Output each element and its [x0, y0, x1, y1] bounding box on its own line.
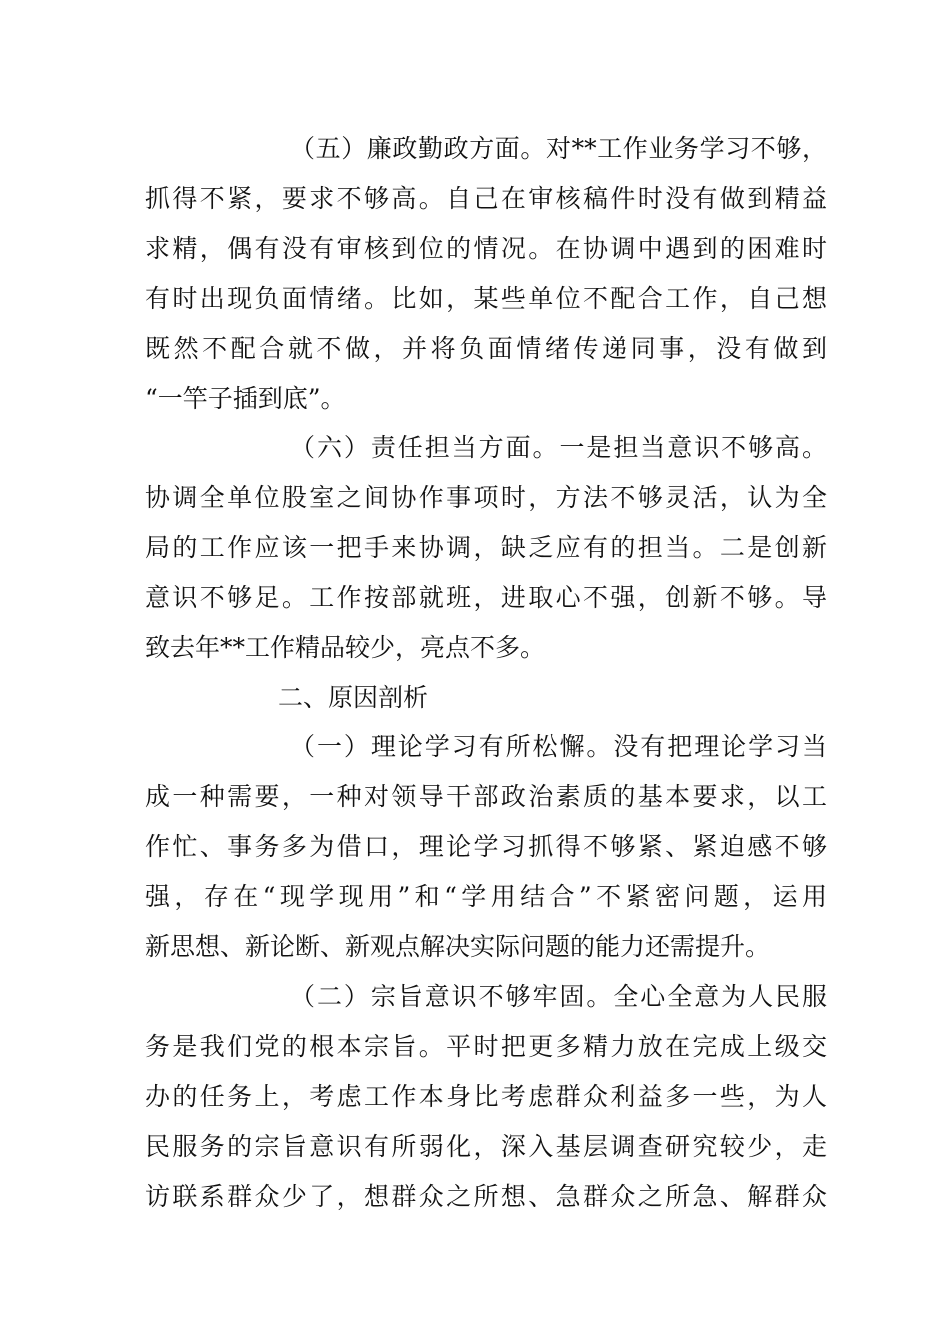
text-line: 务是我们党的根本宗旨。平时把更多精力放在完成上级交 [145, 1032, 827, 1061]
text-line: 抓得不紧，要求不够高。自己在审核稿件时没有做到精益 [145, 184, 827, 213]
text-line: 协调全单位股室之间协作事项时，方法不够灵活，认为全 [145, 483, 827, 512]
text-line: （六）责任担当方面。一是担当意识不够高。 [290, 433, 827, 462]
text-line: 求精，偶有没有审核到位的情况。在协调中遇到的困难时 [145, 234, 827, 263]
section-title: 二、原因剖析 [278, 683, 429, 712]
text-line: 新思想、新论断、新观点解决实际问题的能力还需提升。 [145, 932, 771, 961]
text-line: 既然不配合就不做，并将负面情绪传递同事，没有做到 [145, 334, 827, 363]
text-line: （五）廉政勤政方面。对**工作业务学习不够， [290, 134, 827, 163]
text-line: 办的任务上，考虑工作本身比考虑群众利益多一些，为人 [145, 1082, 827, 1111]
text-line: 访联系群众少了，想群众之所想、急群众之所急、解群众 [145, 1182, 827, 1211]
text-line: 致去年**工作精品较少，亮点不多。 [145, 633, 546, 662]
text-line: 民服务的宗旨意识有所弱化，深入基层调查研究较少，走 [145, 1132, 827, 1161]
text-line: 局的工作应该一把手来协调，缺乏应有的担当。二是创新 [145, 533, 827, 562]
text-line: “一竿子插到底”。 [145, 384, 346, 413]
text-line: 成一种需要，一种对领导干部政治素质的基本要求，以工 [145, 782, 827, 811]
text-line: （二）宗旨意识不够牢固。全心全意为人民服 [290, 982, 827, 1011]
text-line: 强，存在“现学现用”和“学用结合”不紧密问题，运用 [145, 882, 827, 911]
text-line: 有时出现负面情绪。比如，某些单位不配合工作，自己想 [145, 284, 827, 313]
text-line: 意识不够足。工作按部就班，进取心不强，创新不够。导 [145, 583, 827, 612]
text-line: （一）理论学习有所松懈。没有把理论学习当 [290, 732, 827, 761]
text-line: 作忙、事务多为借口，理论学习抓得不够紧、紧迫感不够 [145, 832, 827, 861]
